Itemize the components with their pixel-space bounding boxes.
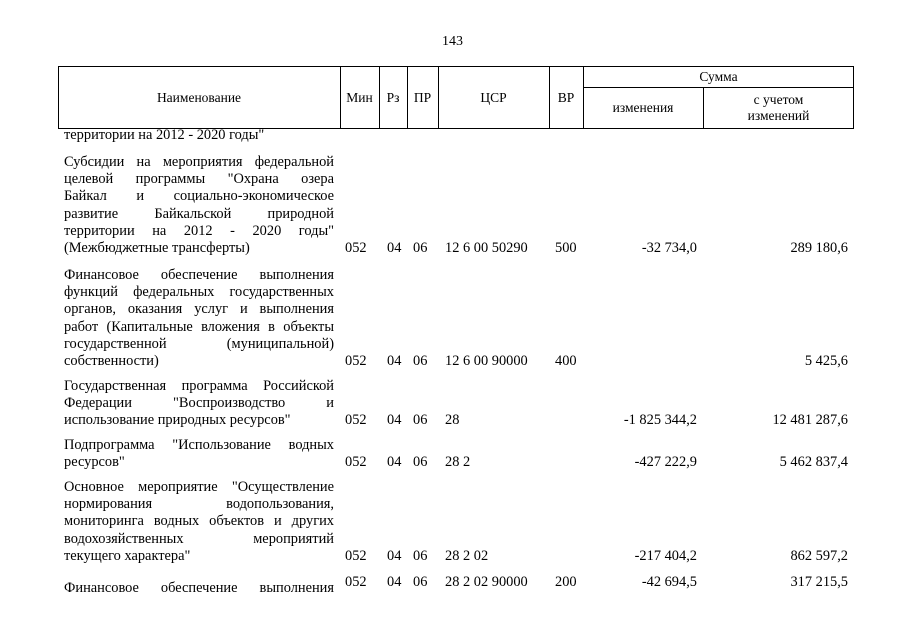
cell-vr: 200 bbox=[555, 574, 577, 590]
row-name-line: водохозяйственных мероприятий bbox=[64, 530, 334, 547]
row-name-line: Финансовое обеспечение выполнения bbox=[64, 580, 334, 596]
cell-rz: 04 bbox=[387, 412, 402, 428]
row-name-line: Субсидии на мероприятия федеральной bbox=[64, 154, 334, 170]
cell-rz: 04 bbox=[387, 574, 402, 590]
row-name bbox=[64, 479, 334, 565]
cell-vr: 400 bbox=[555, 353, 577, 369]
row-name-line: функций федеральных государственных bbox=[64, 284, 334, 301]
cell-total: 12 481 287,6 bbox=[772, 412, 848, 428]
header-total-line1: с учетом bbox=[753, 92, 804, 107]
cell-min: 052 bbox=[345, 574, 367, 590]
header-total-line2: изменений bbox=[747, 108, 810, 123]
cell-pr: 06 bbox=[413, 454, 428, 470]
page-number: 143 bbox=[442, 34, 463, 49]
cell-pr: 06 bbox=[413, 412, 428, 428]
cell-csr: 28 2 02 90000 bbox=[445, 574, 528, 590]
row-name-line: Государственная программа Российской bbox=[64, 378, 334, 394]
row-name-line: текущего характера" bbox=[64, 547, 191, 564]
header-total bbox=[703, 92, 854, 124]
row-name-line: Федерации "Воспроизводство и bbox=[64, 395, 334, 412]
cell-min: 052 bbox=[345, 548, 367, 564]
row-name-line: органов, оказания услуг и выполнения bbox=[64, 301, 334, 318]
row-name-line: использование природных ресурсов" bbox=[64, 412, 291, 429]
cell-total: 5 425,6 bbox=[804, 353, 848, 369]
header-csr: ЦСР bbox=[480, 90, 507, 105]
row-name-line: ресурсов" bbox=[64, 454, 125, 471]
cell-csr: 28 2 bbox=[445, 454, 471, 470]
cell-total: 5 462 837,4 bbox=[779, 454, 848, 470]
cell-rz: 04 bbox=[387, 454, 402, 470]
row-name bbox=[64, 154, 334, 257]
row-name-line: нормирования водопользования, bbox=[64, 496, 334, 513]
cell-pr: 06 bbox=[413, 240, 428, 256]
header-name: Наименование bbox=[156, 90, 242, 105]
cell-rz: 04 bbox=[387, 353, 402, 369]
divider bbox=[583, 87, 854, 88]
row-name-line: собственности) bbox=[64, 353, 159, 370]
row-name bbox=[64, 378, 334, 430]
row-name-line: государственной (муниципальной) bbox=[64, 335, 334, 352]
cell-total: 862 597,2 bbox=[790, 548, 848, 564]
cell-change: -217 404,2 bbox=[634, 548, 697, 564]
cell-pr: 06 bbox=[413, 574, 428, 590]
cell-change: -42 694,5 bbox=[641, 574, 697, 590]
cell-csr: 12 6 00 90000 bbox=[445, 353, 528, 369]
header-pr: ПР bbox=[413, 90, 432, 105]
cell-total: 289 180,6 bbox=[790, 240, 848, 256]
header-vr: ВР bbox=[557, 90, 575, 105]
row-name-line: Основное мероприятие "Осуществление bbox=[64, 479, 334, 495]
row-name bbox=[64, 437, 334, 471]
cell-csr: 12 6 00 50290 bbox=[445, 240, 528, 256]
row-name-line: Подпрограмма "Использование водных bbox=[64, 437, 334, 453]
cell-change: -1 825 344,2 bbox=[623, 412, 697, 428]
row-name-line: Байкал и социально-экономическое bbox=[64, 188, 334, 205]
cell-total: 317 215,5 bbox=[790, 574, 848, 590]
row-name-line: территории на 2012 - 2020 годы" bbox=[64, 127, 265, 143]
header-min: Мин bbox=[346, 90, 373, 105]
row-name-line: развитие Байкальской природной bbox=[64, 205, 334, 222]
cell-vr: 500 bbox=[555, 240, 577, 256]
cell-csr: 28 bbox=[445, 412, 460, 428]
cell-pr: 06 bbox=[413, 548, 428, 564]
cell-min: 052 bbox=[345, 412, 367, 428]
header-sum: Сумма bbox=[699, 69, 738, 84]
cell-min: 052 bbox=[345, 240, 367, 256]
cell-change: -32 734,0 bbox=[641, 240, 697, 256]
row-name-line: Финансовое обеспечение выполнения bbox=[64, 267, 334, 283]
cell-min: 052 bbox=[345, 353, 367, 369]
row-name-line: целевой программы "Охрана озера bbox=[64, 171, 334, 188]
row-name-line: территории на 2012 - 2020 годы" bbox=[64, 222, 334, 239]
cell-change: -427 222,9 bbox=[634, 454, 697, 470]
cell-pr: 06 bbox=[413, 353, 428, 369]
row-name-line: работ (Капитальные вложения в объекты bbox=[64, 318, 334, 335]
header-rz: Рз bbox=[386, 90, 400, 105]
header-change: изменения bbox=[612, 100, 674, 115]
row-name bbox=[64, 127, 334, 144]
row-name-line: мониторинга водных объектов и других bbox=[64, 513, 334, 530]
cell-min: 052 bbox=[345, 454, 367, 470]
row-name-line: (Межбюджетные трансферты) bbox=[64, 240, 250, 257]
row-name bbox=[64, 580, 334, 597]
cell-rz: 04 bbox=[387, 548, 402, 564]
cell-csr: 28 2 02 bbox=[445, 548, 489, 564]
row-name bbox=[64, 267, 334, 370]
cell-rz: 04 bbox=[387, 240, 402, 256]
